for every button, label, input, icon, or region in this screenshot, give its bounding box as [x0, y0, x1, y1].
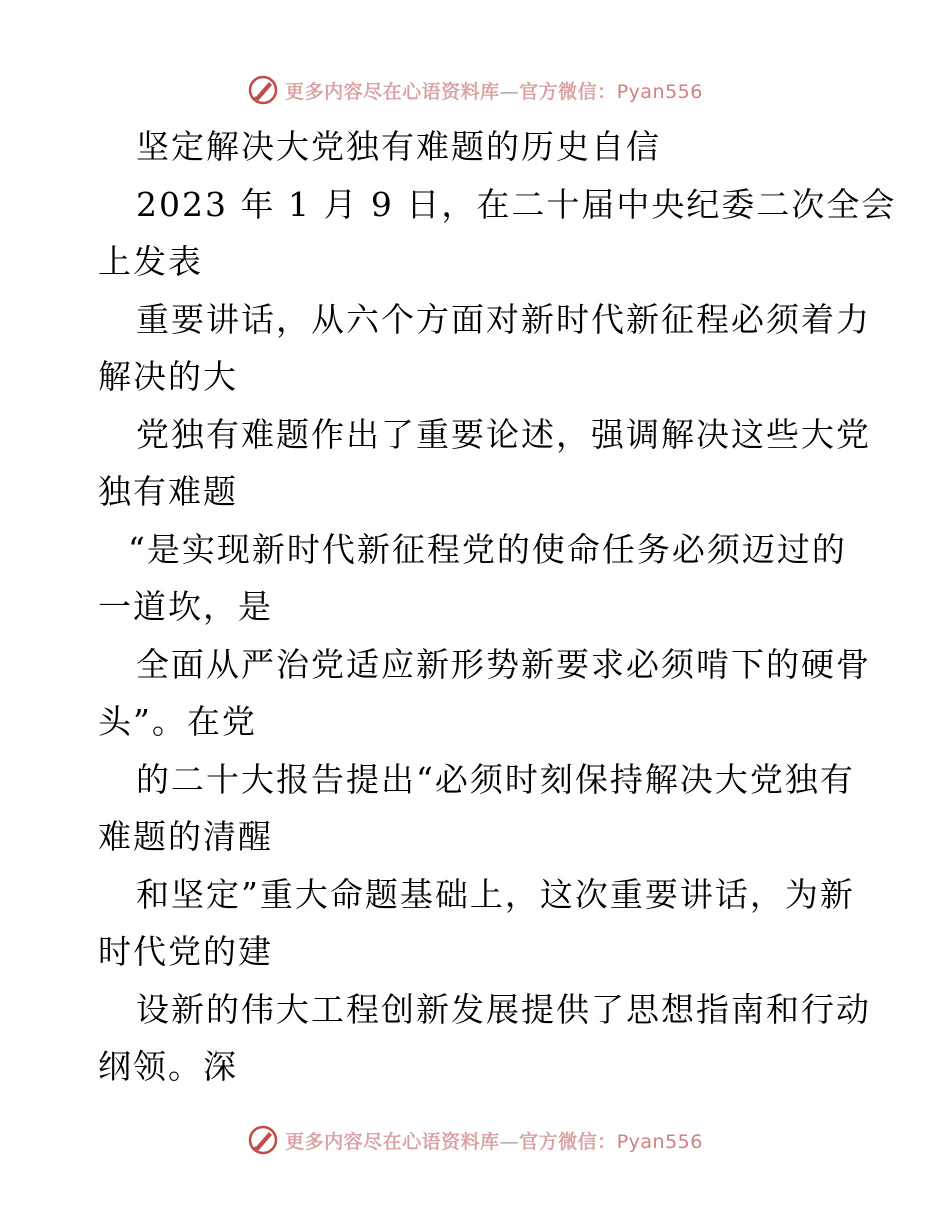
footer-watermark [0, 1120, 950, 1160]
text-line: 设新的伟大工程创新发展提供了思想指南和行动 [136, 989, 871, 1029]
document-body [98, 118, 897, 1096]
text-line: 头”。在党 [98, 702, 257, 741]
document-title: 坚定解决大党独有难题的历史自信 [136, 127, 661, 166]
watermark-contact-id: Pyan556 [616, 1130, 703, 1153]
watermark-group [247, 74, 703, 106]
watermark-text [285, 77, 703, 104]
quill-pen-logo-icon [247, 1124, 279, 1156]
text-line: 纲领。深 [98, 1047, 238, 1086]
text-line: 重要讲话，从六个方面对新时代新征程必须着力 [136, 299, 871, 339]
text-line: 一道坎，是 [98, 587, 273, 626]
watermark-group [247, 1124, 703, 1156]
watermark-text [285, 1127, 703, 1154]
watermark-contact-label: 官方微信： [519, 1130, 617, 1153]
text-line: 难题的清醒 [98, 817, 273, 856]
watermark-title: 更多内容尽在心语资料库 [285, 80, 500, 103]
text-line: 独有难题 [98, 472, 238, 511]
watermark-contact-id: Pyan556 [616, 80, 703, 103]
text-line: 解决的大 [98, 357, 238, 396]
text-line: 党独有难题作出了重要论述，强调解决这些大党 [136, 414, 871, 454]
text-line: 2023 年 1 月 9 日，在二十届中央纪委二次全会 [136, 184, 897, 224]
quill-pen-logo-icon [247, 74, 279, 106]
text-line: “是实现新时代新征程党的使命任务必须迈过的 [128, 529, 847, 569]
watermark-contact-label: 官方微信： [519, 80, 617, 103]
text-line: 和坚定”重大命题基础上，这次重要讲话，为新 [136, 874, 855, 914]
watermark-separator: — [499, 1130, 520, 1153]
text-line: 上发表 [98, 242, 203, 281]
text-line: 的二十大报告提出“必须时刻保持解决大党独有 [136, 759, 855, 799]
watermark-separator: — [499, 80, 520, 103]
text-line: 全面从严治党适应新形势新要求必须啃下的硬骨 [136, 644, 871, 684]
text-line: 时代党的建 [98, 932, 273, 971]
watermark-title: 更多内容尽在心语资料库 [285, 1130, 500, 1153]
header-watermark [0, 70, 950, 110]
